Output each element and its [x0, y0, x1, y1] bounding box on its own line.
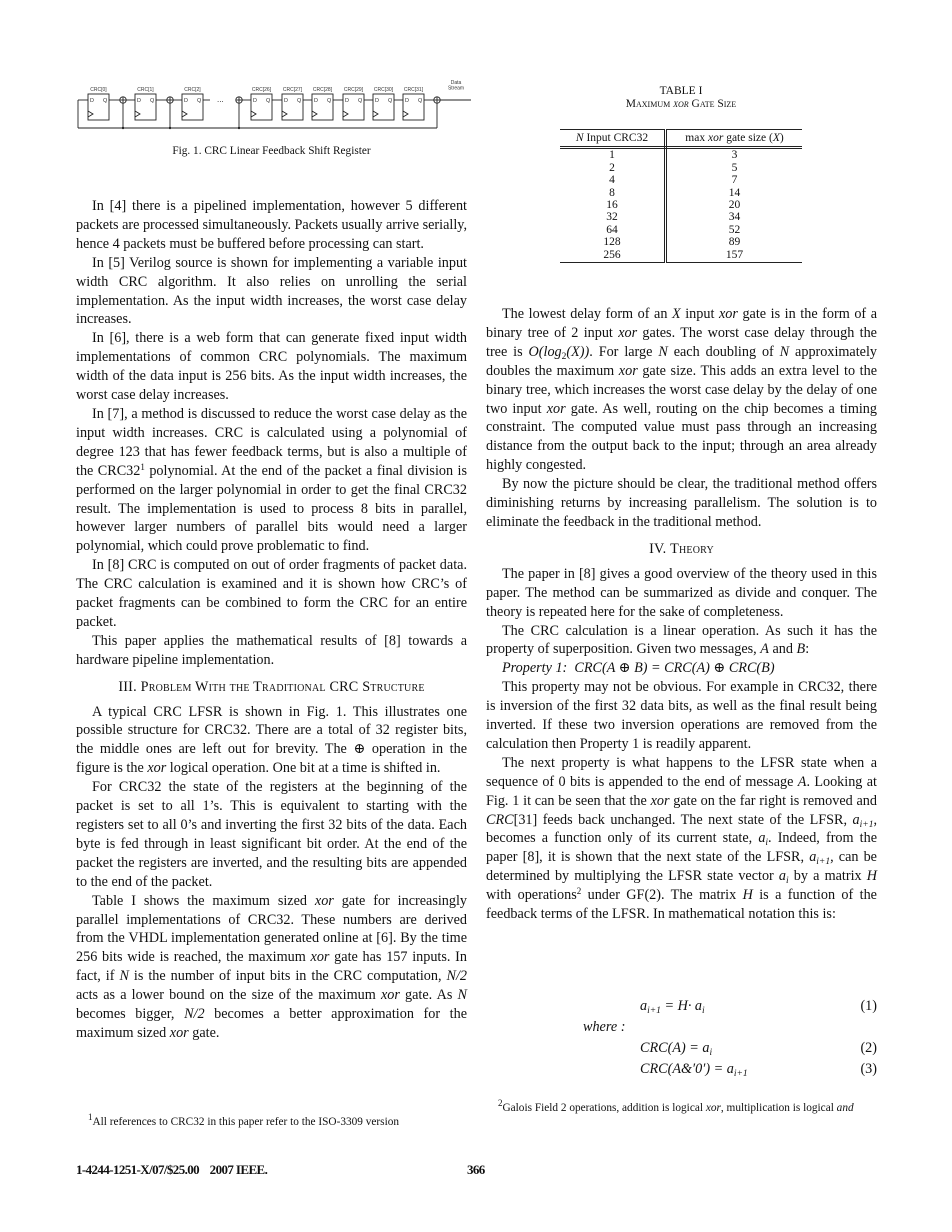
- column-header-n-input: N Input CRC32: [560, 130, 666, 148]
- big-o-expression: $O(\log_2(X))$: [528, 343, 590, 362]
- paragraph: By now the picture should be clear, the traditional method offers diminishing returns by increasing parallelism. The solution is to eliminate the feedback in the traditional method.: [486, 476, 877, 530]
- footer-isbn: 1-4244-1251-X/07/$25.00 2007 IEEE.: [76, 1162, 268, 1177]
- table-row: [560, 187, 802, 199]
- equation-number: (3): [860, 1061, 877, 1077]
- clock-icon: [343, 111, 348, 117]
- equation-2: $CRC(A) = a_i$ (2): [640, 1040, 877, 1058]
- footer-copyright: 2007 IEEE.: [209, 1162, 268, 1177]
- footnote-ref: 1: [140, 461, 145, 472]
- clock-icon: [373, 111, 378, 117]
- pin-q-label: Q: [388, 98, 393, 104]
- pin-d-label: D: [375, 98, 379, 104]
- cell-max-xor: 3: [731, 149, 738, 162]
- right-column: [486, 305, 877, 924]
- pin-q-label: Q: [150, 98, 155, 104]
- pin-q-label: Q: [266, 98, 271, 104]
- equation-number: (2): [860, 1040, 877, 1056]
- junction-dot: [169, 127, 171, 129]
- data-stream-label: Data: [450, 80, 462, 86]
- equation-1: $a_{i+1} = H\cdot a_i$ (1): [640, 998, 877, 1016]
- pin-q-label: Q: [358, 98, 363, 104]
- clock-icon: [135, 111, 140, 117]
- xor-gate-table: [560, 129, 802, 263]
- paragraph: The next property is what happens to the LFSR state when a sequence of 0 bits is appended to the end of message A. Looking at Fig. 1 it can be seen that the xor gate on the far right is removed and CRC[31] feeds back unchanged. The next state of the LFSR, $a_{i+1}$, becomes a function only of its current state, $a_i$. Indeed, from the paper [8], it is shown that the next state of the LFSR, $a_{i+1}$, can be determined by multiplying the LFSR state vector $a_i$ by a matrix H with operations$^2$ under GF(2). The matrix H is a function of the feedback terms of the LFSR. In mathematical notation this is:: [486, 754, 877, 923]
- paragraph: In [5] Verilog source is shown for implementing a variable input width CRC algorithm. It also relies on unrolling the serial implementation. As the input width increases, the worst case delay increases.: [76, 254, 467, 328]
- clock-icon: [282, 111, 287, 117]
- clock-icon: [88, 111, 93, 117]
- figure-caption: Fig. 1. CRC Linear Feedback Shift Register: [172, 145, 371, 157]
- paragraph: The CRC calculation is a linear operation. As such it has the property of superposition. Given two messages, A and B:: [486, 622, 877, 658]
- register-label: CRC[28]: [312, 87, 333, 93]
- register-label: CRC[1]: [137, 87, 154, 93]
- junction-dot: [238, 127, 240, 129]
- paragraph: In [7], a method is discussed to reduce the worst case delay as the input width increases. CRC is calculated using a polynomial of degree 123 that has fewer feedback terms, but is also a multiple of the $CRC32^1$ polynomial. At the end of the packet a final division is performed on the larger polynomial in order to get the final CRC32 result. The implementation is used to process 8 bits in parallel, however larger numbers of parallel bits would need a larger polynomial, which could prove problematic to find.: [76, 405, 467, 555]
- section-heading-iv: IV. Theory: [649, 540, 714, 557]
- register-label: CRC[26]: [251, 87, 272, 93]
- table-row: [560, 148, 802, 162]
- property-1: Property 1: CRC(A ⊕ B) = CRC(A) ⊕ CRC(B): [502, 660, 775, 677]
- equations: [486, 998, 877, 1082]
- pin-q-label: Q: [197, 98, 202, 104]
- cell-max-xor: 89: [728, 236, 741, 249]
- pin-q-label: Q: [297, 98, 302, 104]
- cell-n-input: 8: [560, 187, 666, 199]
- register-label: CRC[0]: [90, 87, 107, 93]
- cell-n-input: 16: [560, 199, 666, 211]
- pin-d-label: D: [253, 98, 257, 104]
- table-row: [560, 224, 802, 236]
- pin-d-label: D: [314, 98, 318, 104]
- table-1: [560, 85, 802, 263]
- cell-n-input: 4: [560, 174, 666, 186]
- equation-where: where :: [583, 1019, 626, 1035]
- paragraph: The paper in [8] gives a good overview of the theory used in this paper. The method can be summarized as divide and conquer. The theory is repeated here for the sake of completeness.: [486, 565, 877, 620]
- pin-d-label: D: [184, 98, 188, 104]
- cell-max-xor: 7: [731, 174, 738, 187]
- cell-max-xor: 20: [728, 199, 741, 212]
- clock-icon: [312, 111, 317, 117]
- cell-n-input: 64: [560, 224, 666, 236]
- left-column: [76, 197, 467, 1043]
- cell-max-xor: 157: [666, 249, 803, 263]
- paragraph: This property may not be obvious. For example in CRC32, there is inversion of the first 32 data bits, as well as the final result being inverted. If these two inversion operations are removed from the calculation then Property 1 is readily apparent.: [486, 679, 877, 752]
- table-row: [560, 199, 802, 211]
- register-label: CRC[27]: [282, 87, 303, 93]
- register-label: CRC[29]: [343, 87, 364, 93]
- clock-icon: [182, 111, 187, 117]
- cell-n-input: 2: [560, 162, 666, 174]
- cell-max-xor: 34: [728, 211, 741, 224]
- cell-max-xor: 14: [728, 186, 741, 199]
- table-row: [560, 174, 802, 186]
- pin-q-label: Q: [418, 98, 423, 104]
- equation-number: (1): [860, 998, 877, 1014]
- pin-q-label: Q: [327, 98, 332, 104]
- paragraph: In [8] CRC is computed on out of order fragments of packet data. The CRC calculation is examined and it is shown how CRC’s of packet fragments can be combined to form the CRC for an entire packet.: [76, 557, 467, 630]
- clock-icon: [403, 111, 408, 117]
- paragraph: A typical CRC LFSR is shown in Fig. 1. This illustrates one possible structure for CRC32. There are a total of 32 register bits, the middle ones are left out for brevity. The ⊕ operation in the figure is the xor logical operation. One bit at a time is shifted in.: [76, 703, 468, 777]
- cell-max-xor: 5: [731, 161, 738, 174]
- register-label: CRC[2]: [184, 87, 201, 93]
- cell-n-input: 128: [560, 236, 666, 248]
- table-row: [560, 249, 802, 263]
- paragraph: Table I shows the maximum sized xor gate for increasingly parallel implementations of CRC32. These numbers are derived from the VHDL implementation generated online at [6]. By the time 256 bits wide is reached, the maximum xor gate has 157 inputs. In fact, if N is the number of input bits in the CRC computation, N/2 acts as a lower bound on the size of the maximum xor gate. As N becomes bigger, N/2 becomes a better approximation for the maximum sized xor gate.: [76, 892, 468, 1041]
- table-row: [560, 211, 802, 223]
- column-header-max-xor: max xor gate size (X): [666, 130, 803, 148]
- paragraph: In [6], there is a web form that can generate fixed input width implementations of common CRC polynomials. The maximum width of the data input is 256 bits. As the input width increases, the worst case delay increases.: [76, 330, 467, 404]
- clock-icon: [251, 111, 256, 117]
- pin-d-label: D: [137, 98, 141, 104]
- paragraph: In [4] there is a pipelined implementation, however 5 different packets are processed simultaneously. Packets usually arrive serially, hence 4 packets must be buffered before processing can start.: [76, 198, 467, 252]
- register-label: CRC[31]: [403, 87, 424, 93]
- register-label: CRC[30]: [373, 87, 394, 93]
- data-stream-label: Stream: [447, 85, 465, 92]
- paragraph: For CRC32 the state of the registers at the beginning of the packet is set to all 1’s. This is equivalent to starting with the registers set to all 0’s and inverting the first 32 bits of the data. Each byte is fed through in least significant bit order. At the end of the packet the registers are inverted, and the resulting bits are appended to the end of the packet.: [76, 779, 467, 890]
- equation-3: CRC(A&′0′) = $a_{i+1}$ (3): [640, 1061, 877, 1079]
- lfsr-figure: [76, 80, 471, 132]
- table-row: [560, 236, 802, 248]
- cell-n-input: 1: [560, 148, 666, 162]
- paragraph: The lowest delay form of an X input xor gate is in the form of a binary tree of 2 input xor gates. The worst case delay through the tree is $O(\log_2(X))$. For large N each doubling of N approximately doubles the maximum xor gate size. This adds an extra level to the binary tree, which increases the worst case delay by the delay of one two input xor gate. As well, routing on the chip becomes a timing constraint. The computed value must pass through an increasing distance from the output back to the input; through an area already highly congested.: [486, 306, 877, 474]
- cell-max-xor: 52: [728, 223, 741, 236]
- pin-d-label: D: [345, 98, 349, 104]
- footnote-2: $^2$Galois Field 2 operations, addition is logical xor, multiplication is logical and: [498, 1098, 854, 1114]
- footnote-1: $^1$All references to CRC32 in this paper refer to the ISO-3309 version: [88, 1112, 400, 1128]
- section-heading-iii: III. Problem With the Traditional CRC Structure: [118, 678, 425, 695]
- cell-n-input: 32: [560, 211, 666, 223]
- pin-d-label: D: [405, 98, 409, 104]
- pin-d-label: D: [90, 98, 94, 104]
- footnote-ref: 2: [576, 886, 582, 897]
- pin-q-label: Q: [103, 98, 108, 104]
- page-number: 366: [467, 1162, 485, 1177]
- xor-symbol: ⊕: [353, 741, 366, 758]
- table-row: [560, 162, 802, 174]
- pin-d-label: D: [284, 98, 288, 104]
- paragraph: This paper applies the mathematical results of [8] towards a hardware pipeline implementation.: [76, 632, 467, 668]
- junction-dot: [122, 127, 124, 129]
- table-title: TABLE I: [659, 85, 703, 97]
- table-subtitle: Maximum xor Gate Size: [625, 98, 737, 110]
- ellipsis: ...: [217, 95, 224, 104]
- cell-n-input: 256: [560, 249, 666, 263]
